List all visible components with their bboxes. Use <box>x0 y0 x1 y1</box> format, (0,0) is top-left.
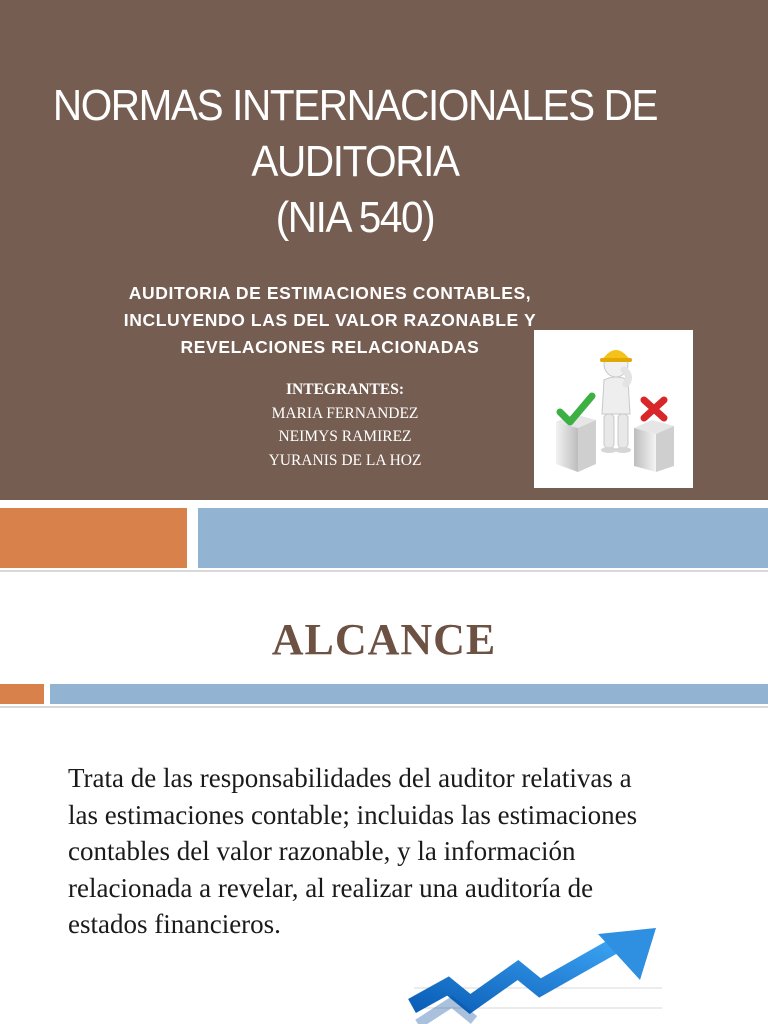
team-heading: INTEGRANTES: <box>286 381 404 398</box>
paragraph-line: las estimaciones contable; incluidas las estimaciones <box>68 799 638 830</box>
accent-bar-blue-small <box>50 684 768 704</box>
team-list <box>230 378 460 472</box>
accent-bar-blue <box>198 508 768 568</box>
team-member: NEIMYS RAMIREZ <box>278 428 412 445</box>
paragraph-line: Trata de las responsabilidades del auditor relativas a <box>68 763 632 793</box>
scope-paragraph <box>68 760 748 943</box>
subtitle-line: REVELACIONES RELACIONADAS <box>180 337 480 357</box>
paragraph-line: contables del valor razonable, y la información <box>68 836 576 866</box>
presentation-title <box>28 78 681 246</box>
presentation-subtitle <box>40 280 620 361</box>
team-member: MARIA FERNANDEZ <box>271 404 419 422</box>
subtitle-line: INCLUYENDO LAS DEL VALOR RAZONABLE Y <box>123 310 537 330</box>
auditor-check-cross-icon <box>534 330 693 488</box>
paragraph-line: estados financieros. <box>68 909 281 939</box>
accent-bar-orange-small <box>0 684 44 704</box>
team-member: YURANIS DE LA HOZ <box>268 451 422 469</box>
title-slide <box>0 0 768 500</box>
title-line: (NIA 540) <box>275 193 435 242</box>
rising-arrow-icon <box>408 928 662 1024</box>
section-title: ALCANCE <box>271 615 497 664</box>
divider <box>0 570 768 572</box>
title-line: AUDITORIA <box>251 137 459 186</box>
paragraph-line: relacionada a revelar, al realizar una auditoría de <box>68 872 594 903</box>
accent-bar-orange <box>0 508 187 568</box>
title-line: NORMAS INTERNACIONALES DE <box>52 81 658 130</box>
divider <box>0 706 768 708</box>
subtitle-line: AUDITORIA DE ESTIMACIONES CONTABLES, <box>128 283 532 303</box>
